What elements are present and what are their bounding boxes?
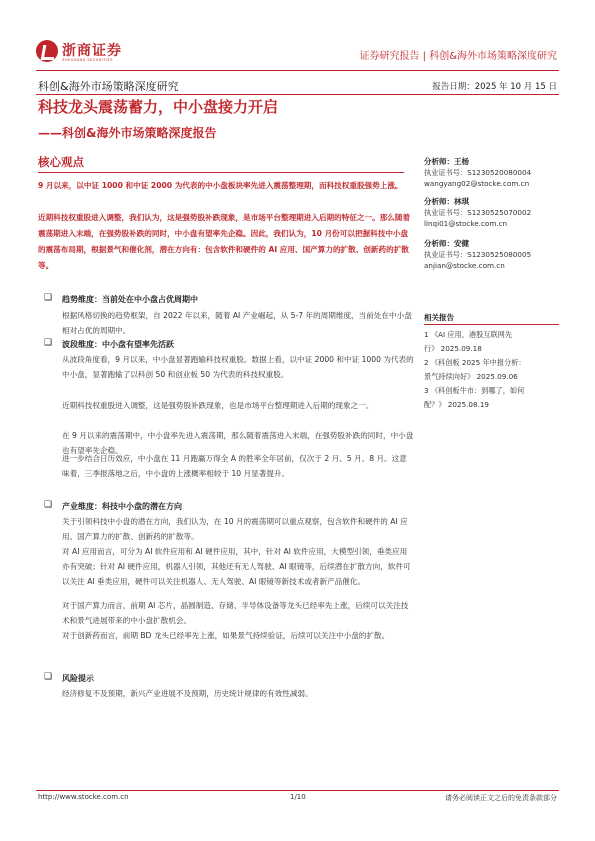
body-paragraph: 在 9 月以来的震荡期中，中小盘率先进入震荡期，那么随着震荡进入末端，在强势股补跌的同时，中小盘也有望率先企稳。 — [62, 431, 414, 455]
analyst-cert: 执业证书号：S1230520080004 — [424, 168, 532, 177]
analyst-block — [424, 238, 559, 271]
bullet-box-icon: ❑ — [44, 500, 53, 510]
related-report-link[interactable] — [424, 328, 559, 356]
core-paragraph-1: 9 月以来，以中证 1000 和中证 2000 为代表的中小盘板块率先进入震荡整理期，而科技权重股强势上涨。 — [38, 181, 403, 190]
bullet-box-icon: ❑ — [44, 293, 53, 303]
body-paragraph: 从波段角度看，9 月以来，中小盘显著跑输科技权重股。数据上看，以中证 2000 和中证 1000 为代表的中小盘，显著跑输了以科创 50 和创业板 50 为代表的科技权重股。 — [62, 355, 414, 379]
footer-disclaimer: 请务必阅读正文之后的免责条款部分 — [445, 794, 557, 802]
analyst-name: 分析师：王杨 — [424, 157, 469, 166]
body-paragraph: 进一步结合日历效应，中小盘在 11 月跑赢万得全 A 的胜率全年居前，仅次于 2 月、5 月、8 月。这意味着，三季报落地之后，中小盘的上涨概率相较于 10 月显著提升。 — [62, 454, 407, 478]
body-paragraph: 近期科技权重股进入调整，这是强势股补跌现象，也是市场平台整理期进入后期的现象之一。 — [62, 401, 374, 410]
analyst-block — [424, 196, 559, 229]
body-paragraph: 对于创新药而言，前期 BD 龙头已经率先上涨，如果景气持续验证，后续可以关注中小盘的扩散。 — [62, 631, 390, 640]
page-number: 1/10 — [290, 793, 306, 801]
analyst-block — [424, 156, 559, 189]
related-report-title: 1 《AI 应用，港股互联网先 — [424, 330, 513, 339]
related-report-title: 2 《科创板 2025 年中报分析： — [424, 358, 526, 367]
analyst-cert: 执业证书号：S1230525070002 — [424, 208, 532, 217]
related-report-link[interactable] — [424, 384, 559, 412]
body-paragraph: 对于国产算力而言，前期 AI 芯片，晶圆制造、存储、半导体设备等龙头已经率先上涨，后续可以关注技术和景气进展带来的中小盘扩散机会。 — [62, 601, 409, 625]
series-rule — [36, 94, 559, 95]
footer-url[interactable]: http://www.stocke.com.cn — [38, 793, 129, 801]
analyst-email[interactable]: linqi01@stocke.com.cn — [424, 219, 508, 228]
related-report-title: 配？》 2025.08.19 — [424, 400, 490, 409]
header-category: 证券研究报告 | 科创&海外市场策略深度研究 — [359, 51, 557, 62]
analyst-name: 分析师：林琪 — [424, 197, 469, 206]
bullet-title: 风险提示 — [62, 674, 94, 683]
related-reports-rule — [424, 324, 559, 325]
core-paragraph-2: 近期科技权重股进入调整，我们认为，这是强势股补跌现象，是市场平台整理期进入后期的特征之一。那么随着震荡期进入末端，在强势股补跌的同时，中小盘有望率先企稳。因此，我们认为，10 月份可以把握科技中小盘的震荡布局期，根据景气和催化剂，潜在方向有：包含软件和硬件的 AI 应用、国产算力的扩散、创新药的扩散等。 — [38, 213, 411, 270]
body-paragraph: 经济修复不及预期，新兴产业进展不及预期，历史统计规律的有效性减弱。 — [62, 689, 313, 698]
body-paragraph: 关于引领科技中小盘的潜在方向，我们认为，在 10 月的震荡期可以重点观察，包含软件和硬件的 AI 应用、国产算力的扩散、创新药的扩散等。 — [62, 517, 408, 541]
logo-icon — [36, 40, 58, 62]
related-reports-heading: 相关报告 — [424, 313, 454, 322]
brand-name-en: ZHESHANG SECURITIES — [62, 58, 113, 62]
header-rule — [36, 70, 559, 71]
core-view-heading: 核心观点 — [38, 155, 84, 169]
core-view-rule — [38, 172, 404, 173]
related-report-title: 景气持续向好》 2025.09.06 — [424, 372, 518, 381]
brand-name: 浙商证券 — [62, 43, 122, 59]
bullet-title: 趋势维度：当前处在中小盘占优周期中 — [62, 295, 198, 304]
page-title: 科技龙头震荡蓄力，中小盘接力开启 — [38, 98, 279, 116]
analyst-name: 分析师：安健 — [424, 239, 469, 248]
page-subtitle: ——科创&海外市场策略深度报告 — [38, 126, 217, 140]
bullet-box-icon: ❑ — [44, 672, 53, 682]
analyst-email[interactable]: anjian@stocke.com.cn — [424, 261, 505, 270]
related-report-title: 3 《科创板牛市：到哪了，如何 — [424, 386, 525, 395]
bullet-box-icon: ❑ — [44, 338, 53, 348]
body-paragraph: 根据风格切换的趋势框架，自 2022 年以来，随着 AI 产业崛起，从 5-7 年的周期维度，当前处在中小盘相对占优的周期中。 — [62, 311, 412, 335]
related-report-title: 行》 2025.09.18 — [424, 344, 482, 353]
bullet-title: 产业维度：科技中小盘的潜在方向 — [62, 502, 182, 511]
report-date: 报告日期：2025 年 10 月 15 日 — [432, 82, 557, 92]
footer-rule — [36, 790, 559, 791]
report-series: 科创&海外市场策略深度研究 — [38, 80, 179, 93]
related-report-link[interactable] — [424, 356, 559, 384]
body-paragraph: 对 AI 应用而言，可分为 AI 软件应用和 AI 硬件应用，其中，针对 AI 软件应用，大模型引领，垂类应用亦有突破；针对 AI 硬件应用，机器人引领，其他还有无人驾驶、AI 眼镜等，后续潜在扩散方向，软件可以关注 AI 垂类应用，硬件可以关注机器人、无人驾驶、AI 眼镜等新技术或者新产品催化。 — [62, 547, 411, 586]
analyst-email[interactable]: wangyang02@stocke.com.cn — [424, 179, 530, 188]
analyst-cert: 执业证书号：S1230525080005 — [424, 250, 532, 259]
bullet-title: 波段维度：中小盘有望率先活跃 — [62, 340, 174, 349]
